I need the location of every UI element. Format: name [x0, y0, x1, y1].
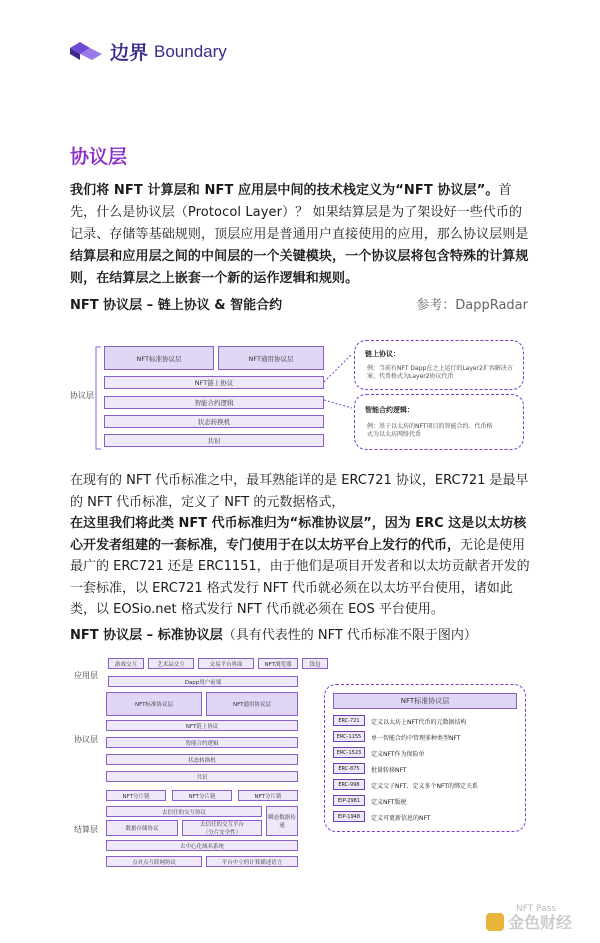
cross-chain-label: 去信任的交互平台	[199, 822, 244, 828]
callout-onchain-text2: 案、代币格式为Layer2协议代币	[367, 373, 454, 380]
standards-panel	[324, 684, 526, 832]
standard-desc: 批量转移NFT	[371, 767, 407, 774]
standard-tag: ERC-998	[333, 779, 365, 790]
row-compute: 平台中立的计算描述语言	[206, 856, 298, 867]
intro-text: 首先，什么是协议层（Protocol Layer）？ 如果结算层是为了架设好一些代币的记录、存储等基础规则，顶层应用是普通用户直接使用的应用，那么协议层则是	[70, 183, 529, 242]
row-trustless: 去信任的交互协议	[106, 806, 262, 817]
app-item: 艺术品交互	[148, 658, 194, 669]
brand-logo	[68, 38, 227, 65]
brand-name-en: Boundary	[154, 41, 227, 61]
boundary-logo-icon	[68, 40, 104, 64]
row-p2p: 点对点互联网协议	[106, 856, 202, 867]
watermark-logo-icon	[486, 913, 504, 931]
standards-panel-title: NFT标准协议层	[333, 693, 517, 709]
settle-nft-chain: NFT分片链	[238, 790, 298, 801]
callout-onchain	[354, 340, 524, 390]
row-relay: 瞬态数据传递	[266, 806, 298, 836]
box-nft-standard: NFT标准协议层	[106, 692, 202, 716]
row-cross-chain	[182, 820, 262, 836]
callout-contract	[354, 394, 524, 450]
standard-tag: ERC-875	[333, 763, 365, 774]
watermark-text: 金色财经	[508, 913, 573, 932]
standard-tag: ERC-1155	[333, 731, 365, 742]
layer-label-protocol: 协议层	[70, 391, 94, 400]
settle-nft-chain: NFT分片链	[172, 790, 232, 801]
callout-contract-text2: 式为以太坊网络代币	[367, 431, 422, 438]
box-nft-standard: NFT标准协议层	[104, 346, 214, 370]
erc-text-2: 无论是使用最广的 ERC721 还是 ERC1151，由于他们是项目开发者和以太坊贡献者开发的一套标准，以 ERC721 格式发行 NFT 代币就必须在以太坊平台使用，诸如此类，以 EOSio.net 格式发行 NFT 代币就必须在 EOS 平台使用。	[70, 537, 530, 617]
app-item: 交易平台界面	[198, 658, 254, 669]
row-contract: 智能合约逻辑	[106, 737, 298, 748]
row-onchain: NFT链上协议	[104, 376, 324, 389]
standard-desc: 定义NFT版税	[371, 799, 407, 806]
box-nft-general: NFT通用协议层	[218, 346, 324, 370]
standard-tag: ERC-1523	[333, 747, 365, 758]
app-item: NFT浏览器	[258, 658, 298, 669]
bracket-icon	[94, 346, 102, 450]
row-storage: 数据存储协议	[106, 820, 178, 836]
row-contract: 智能合约逻辑	[104, 396, 324, 409]
section-title: 协议层	[70, 146, 128, 168]
row-state: 状态转换机	[106, 754, 298, 765]
app-item: 钱包	[302, 658, 328, 669]
heading-standard-title: NFT 协议层 – 标准协议层	[70, 628, 223, 643]
standard-tag: ERC-721	[333, 715, 365, 726]
heading-standard	[70, 624, 477, 643]
callout-onchain-title: 链上协议：	[365, 350, 400, 358]
intro-bold-2: 结算层和应用层之间的中间层的一个关键模块，一个协议层将包含特殊的计算规则，在结算层之上嵌套一个新的运作逻辑和规则。	[70, 249, 529, 286]
heading-onchain: NFT 协议层 – 链上协议 & 智能合约	[70, 298, 283, 313]
standard-desc: 定义以太坊上NFT代币的元数据结构	[371, 719, 467, 726]
layer-label-app: 应用层	[74, 671, 98, 680]
row-naming: 去中心化域名系统	[106, 840, 298, 851]
standard-tag: EIP-2981	[333, 795, 365, 806]
row-onchain: NFT链上协议	[106, 720, 298, 731]
connector-lines	[324, 348, 354, 418]
standard-desc: 定义可更新信息的NFT	[371, 815, 431, 822]
erc-paragraph	[70, 470, 532, 621]
erc-bold: 在这里我们将此类 NFT 代币标准归为“标准协议层”，因为 ERC 这是以太坊核心开发者组建的一套标准，专门使用于在以太坊平台上发行的代币，	[70, 516, 527, 553]
app-bar: Dapp用户前端	[108, 676, 298, 687]
row-consensus: 共识	[106, 771, 298, 782]
callout-contract-text1: 例：基于以太坊的NFT项目的智能合约。代币格	[367, 423, 493, 430]
layer-label-settlement: 结算层	[74, 825, 98, 834]
standard-tag: EIP-1948	[333, 811, 365, 822]
row-consensus: 共识	[104, 434, 324, 447]
row-state: 状态转换机	[104, 415, 324, 428]
watermark	[486, 910, 572, 933]
callout-contract-title: 智能合约逻辑：	[365, 406, 414, 414]
standard-desc: 单一智能合约中管理多种类型NFT	[371, 735, 461, 742]
standard-desc: 定义父子NFT、定义多个NFT的绑定关系	[371, 783, 478, 790]
standard-desc: 定义NFT作为保险单	[371, 751, 425, 758]
brand-name-cn: 边界	[110, 42, 149, 64]
box-nft-general: NFT通用协议层	[206, 692, 298, 716]
standard-layer-diagram	[68, 652, 530, 852]
callout-onchain-text1: 例：当前有NFT Dapp在之上运行的Layer2扩容解决方	[367, 365, 513, 372]
app-item: 游戏交互	[108, 658, 144, 669]
protocol-layer-diagram	[68, 338, 530, 454]
intro-paragraph	[70, 180, 532, 290]
intro-bold-1: 我们将 NFT 计算层和 NFT 应用层中间的技术栈定义为“NFT 协议层”。	[70, 183, 499, 198]
layer-label-protocol: 协议层	[74, 735, 98, 744]
watermark-sub: NFT Pass	[516, 904, 557, 914]
reference-label: 参考：DappRadar	[416, 298, 528, 313]
cross-chain-sub: （分片安全性）	[202, 830, 242, 836]
settle-nft-chain: NFT分片链	[106, 790, 166, 801]
erc-text-1: 在现有的 NFT 代币标准之中，最耳熟能详的是 ERC721 协议，ERC721 是最早的 NFT 代币标准，定义了 NFT 的元数据格式，	[70, 473, 529, 510]
heading-standard-note: （具有代表性的 NFT 代币标准不限于图内）	[222, 628, 477, 643]
